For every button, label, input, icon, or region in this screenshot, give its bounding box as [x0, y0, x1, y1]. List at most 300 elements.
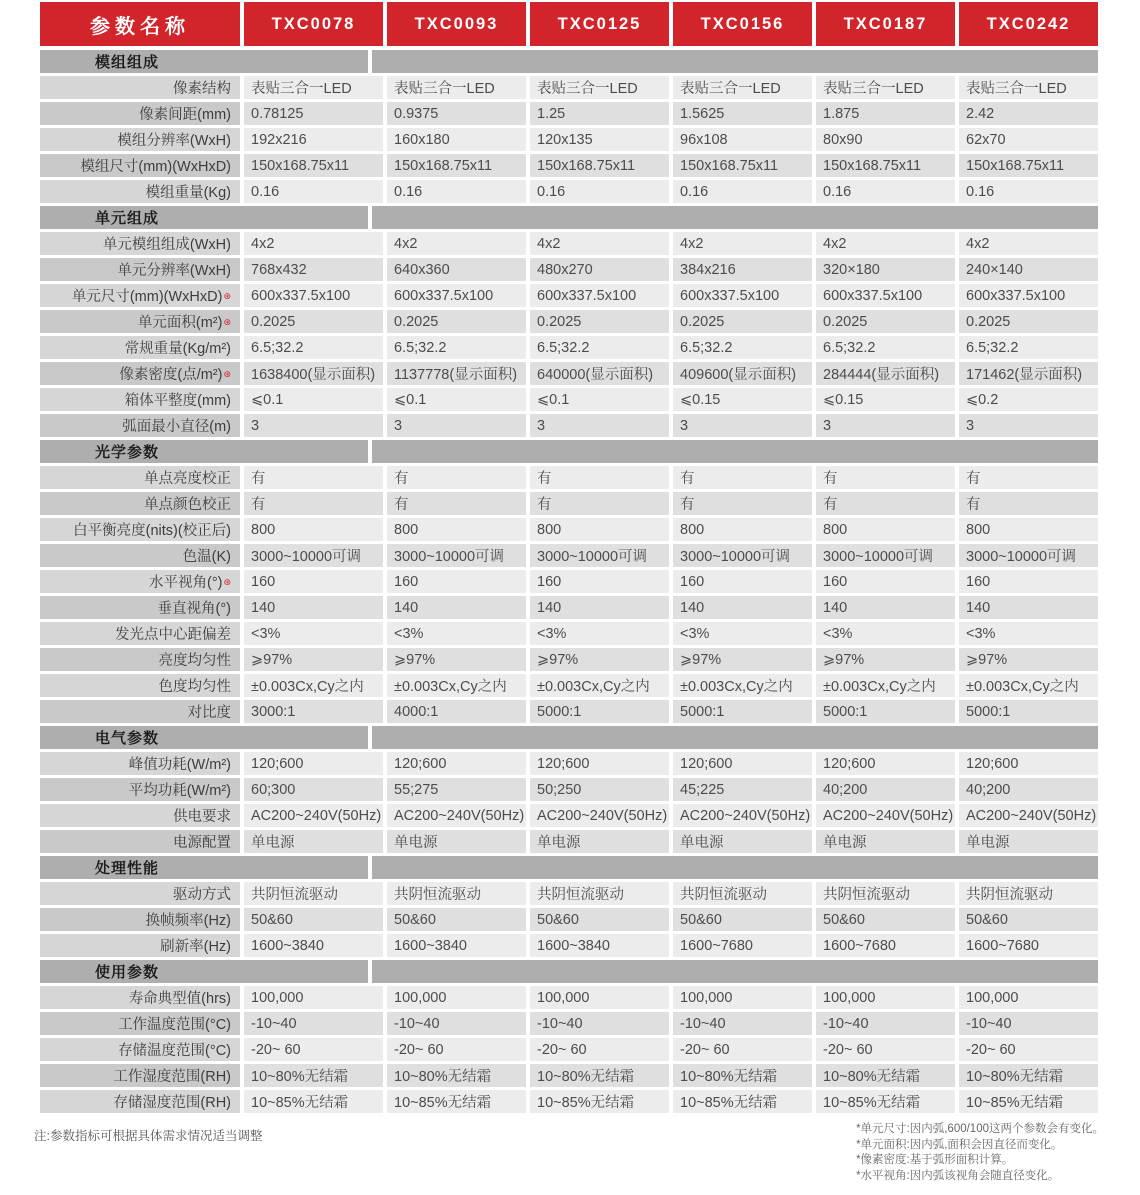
spec-row: [40, 258, 1098, 281]
spec-value-cell: 3000~10000可调: [530, 544, 669, 567]
spec-value-cell: 单电源: [244, 830, 383, 853]
spec-row: [40, 674, 1098, 697]
spec-value-cell: 120;600: [387, 752, 526, 775]
param-label-text: 弧面最小直径(m): [122, 419, 231, 435]
spec-value-cell: 0.2025: [816, 310, 955, 333]
spec-value-cell: 140: [530, 596, 669, 619]
spec-row: [40, 362, 1098, 385]
spec-value-cell: 4x2: [387, 232, 526, 255]
spec-value-cell: 800: [816, 518, 955, 541]
spec-value-cell: 50&60: [387, 908, 526, 931]
spec-value-cell: ⩾97%: [387, 648, 526, 671]
spec-value-cell: 5000:1: [959, 700, 1098, 723]
section-filler: [372, 726, 1098, 749]
spec-value-cell: -20~ 60: [530, 1038, 669, 1061]
spec-value-cell: 表贴三合一LED: [959, 76, 1098, 99]
param-label: [40, 336, 240, 359]
spec-value-cell: 284444(显示面积): [816, 362, 955, 385]
spec-value-cell: 0.78125: [244, 102, 383, 125]
spec-value-cell: 有: [530, 466, 669, 489]
model-header-txc0093: TXC0093: [387, 2, 526, 46]
spec-value-cell: 4x2: [530, 232, 669, 255]
spec-value-cell: 5000:1: [530, 700, 669, 723]
spec-value-cell: 有: [244, 492, 383, 515]
spec-value-cell: 140: [816, 596, 955, 619]
spec-value-cell: 800: [387, 518, 526, 541]
spec-value-cell: 5000:1: [673, 700, 812, 723]
spec-value-cell: 3: [244, 414, 383, 437]
spec-value-cell: ±0.003Cx,Cy之内: [816, 674, 955, 697]
model-header-txc0156: TXC0156: [673, 2, 812, 46]
spec-value-cell: 共阴恒流驱动: [816, 882, 955, 905]
spec-row: [40, 570, 1098, 593]
param-label-text: 工作湿度范围(RH): [113, 1069, 231, 1085]
spec-row: [40, 830, 1098, 853]
spec-row: [40, 336, 1098, 359]
footnote-line: *单元尺寸:因内弧,600/100这两个参数会有变化。: [856, 1123, 1104, 1135]
param-label-text: 箱体平整度(mm): [124, 393, 231, 409]
spec-value-cell: 50&60: [816, 908, 955, 931]
spec-value-cell: ±0.003Cx,Cy之内: [959, 674, 1098, 697]
spec-row: [40, 1064, 1098, 1087]
spec-value-cell: 150x168.75x11: [673, 154, 812, 177]
param-label: [40, 752, 240, 775]
model-header-txc0125: TXC0125: [530, 2, 669, 46]
spec-value-cell: 3000:1: [244, 700, 383, 723]
spec-value-cell: 1.25: [530, 102, 669, 125]
spec-value-cell: 表贴三合一LED: [387, 76, 526, 99]
spec-value-cell: <3%: [816, 622, 955, 645]
spec-row: [40, 492, 1098, 515]
spec-value-cell: 140: [673, 596, 812, 619]
spec-row: [40, 778, 1098, 801]
spec-value-cell: 120x135: [530, 128, 669, 151]
spec-row: [40, 908, 1098, 931]
spec-value-cell: ⩾97%: [530, 648, 669, 671]
spec-value-cell: 5000:1: [816, 700, 955, 723]
spec-value-cell: 6.5;32.2: [816, 336, 955, 359]
spec-value-cell: -20~ 60: [959, 1038, 1098, 1061]
spec-value-cell: 1600~7680: [673, 934, 812, 957]
section-title-cell: [40, 50, 368, 73]
param-label-text: 驱动方式: [173, 887, 231, 903]
param-label-text: 单点颜色校正: [144, 497, 231, 513]
spec-value-cell: 100,000: [244, 986, 383, 1009]
spec-value-cell: 10~85%无结霜: [673, 1090, 812, 1113]
section-row: [40, 856, 1098, 879]
param-label-text: 模组重量(Kg): [145, 185, 231, 201]
spec-value-cell: 62x70: [959, 128, 1098, 151]
spec-value-cell: 有: [387, 466, 526, 489]
spec-value-cell: 600x337.5x100: [673, 284, 812, 307]
spec-value-cell: 有: [816, 492, 955, 515]
spec-value-cell: ⩾97%: [959, 648, 1098, 671]
spec-value-cell: 3000~10000可调: [673, 544, 812, 567]
spec-value-cell: 0.2025: [530, 310, 669, 333]
spec-value-cell: -10~40: [387, 1012, 526, 1035]
spec-value-cell: 表贴三合一LED: [816, 76, 955, 99]
spec-value-cell: 640000(显示面积): [530, 362, 669, 385]
spec-value-cell: 50&60: [673, 908, 812, 931]
spec-value-cell: 60;300: [244, 778, 383, 801]
spec-value-cell: 800: [244, 518, 383, 541]
param-label: [40, 232, 240, 255]
param-label-text: 垂直视角(°): [157, 601, 231, 617]
spec-value-cell: 80x90: [816, 128, 955, 151]
footnote-left: 注:参数指标可根据具体需求情况适当调整: [34, 1129, 263, 1143]
spec-value-cell: 6.5;32.2: [959, 336, 1098, 359]
spec-value-cell: 0.2025: [244, 310, 383, 333]
spec-value-cell: 45;225: [673, 778, 812, 801]
spec-value-cell: 10~80%无结霜: [816, 1064, 955, 1087]
param-label-text: 像素结构: [173, 81, 231, 97]
spec-value-cell: 40;200: [816, 778, 955, 801]
section-filler: [372, 856, 1098, 879]
spec-value-cell: 160: [244, 570, 383, 593]
spec-row: [40, 752, 1098, 775]
param-label-text: 平均功耗(W/m²): [128, 783, 231, 799]
spec-row: [40, 1090, 1098, 1113]
spec-value-cell: 6.5;32.2: [673, 336, 812, 359]
section-title-cell: [40, 206, 368, 229]
spec-value-cell: ⩽0.1: [244, 388, 383, 411]
spec-row: [40, 414, 1098, 437]
spec-value-cell: 100,000: [959, 986, 1098, 1009]
spec-value-cell: <3%: [530, 622, 669, 645]
param-label: [40, 466, 240, 489]
spec-value-cell: 600x337.5x100: [816, 284, 955, 307]
spec-value-cell: 0.16: [244, 180, 383, 203]
spec-value-cell: 150x168.75x11: [244, 154, 383, 177]
param-label: [40, 648, 240, 671]
param-label-text: 水平视角(°): [148, 575, 223, 591]
spec-value-cell: 6.5;32.2: [530, 336, 669, 359]
spec-value-cell: 3: [816, 414, 955, 437]
spec-value-cell: 1600~7680: [959, 934, 1098, 957]
spec-value-cell: AC200~240V(50Hz): [530, 804, 669, 827]
spec-value-cell: <3%: [244, 622, 383, 645]
spec-value-cell: 0.16: [530, 180, 669, 203]
footnote-line: *水平视角:因内弧该视角会随直径变化。: [856, 1169, 1060, 1182]
section-row: [40, 50, 1098, 73]
spec-value-cell: 800: [673, 518, 812, 541]
section-title: 单元组成: [95, 210, 160, 227]
footnote-right: [856, 1122, 1104, 1184]
param-label: [40, 908, 240, 931]
spec-value-cell: 120;600: [673, 752, 812, 775]
section-filler: [372, 206, 1098, 229]
spec-value-cell: 800: [530, 518, 669, 541]
spec-value-cell: 140: [959, 596, 1098, 619]
param-label-text: 电源配置: [173, 835, 231, 851]
spec-value-cell: 140: [387, 596, 526, 619]
spec-value-cell: 150x168.75x11: [387, 154, 526, 177]
param-label-text: 模组尺寸(mm)(WxHxD): [80, 159, 231, 175]
spec-value-cell: 3: [530, 414, 669, 437]
spec-value-cell: 4x2: [673, 232, 812, 255]
param-label: [40, 492, 240, 515]
spec-value-cell: ±0.003Cx,Cy之内: [530, 674, 669, 697]
param-label: [40, 986, 240, 1009]
spec-value-cell: ⩾97%: [673, 648, 812, 671]
spec-value-cell: <3%: [673, 622, 812, 645]
param-label: [40, 596, 240, 619]
param-label: 单元尺寸(mm)(WxHxD) ⊛: [40, 284, 240, 307]
spec-value-cell: 409600(显示面积): [673, 362, 812, 385]
section-title-cell: [40, 856, 368, 879]
param-label-text: 供电要求: [173, 809, 231, 825]
spec-value-cell: 3: [673, 414, 812, 437]
section-filler: [372, 960, 1098, 983]
spec-value-cell: 50;250: [530, 778, 669, 801]
spec-row: [40, 804, 1098, 827]
param-label: [40, 700, 240, 723]
param-label: [40, 388, 240, 411]
spec-value-cell: 768x432: [244, 258, 383, 281]
spec-value-cell: AC200~240V(50Hz): [673, 804, 812, 827]
spec-value-cell: 表贴三合一LED: [244, 76, 383, 99]
spec-value-cell: <3%: [387, 622, 526, 645]
spec-value-cell: 共阴恒流驱动: [673, 882, 812, 905]
spec-value-cell: 120;600: [816, 752, 955, 775]
spec-value-cell: 有: [959, 492, 1098, 515]
spec-value-cell: 3: [959, 414, 1098, 437]
spec-value-cell: 10~85%无结霜: [244, 1090, 383, 1113]
section-title-cell: [40, 440, 368, 463]
spec-row: [40, 180, 1098, 203]
section-row: [40, 960, 1098, 983]
spec-value-cell: 800: [959, 518, 1098, 541]
spec-value-cell: 384x216: [673, 258, 812, 281]
param-label-text: 对比度: [187, 705, 231, 721]
spec-value-cell: ±0.003Cx,Cy之内: [387, 674, 526, 697]
footnote-line: *单元面积:因内弧,面积会因直径而变化。: [856, 1138, 1063, 1151]
spec-value-cell: 4000:1: [387, 700, 526, 723]
spec-value-cell: 640x360: [387, 258, 526, 281]
spec-row: [40, 596, 1098, 619]
spec-value-cell: 160: [673, 570, 812, 593]
spec-value-cell: 10~85%无结霜: [816, 1090, 955, 1113]
spec-value-cell: 150x168.75x11: [530, 154, 669, 177]
param-label-text: 常规重量(Kg/m²): [124, 341, 231, 357]
spec-value-cell: AC200~240V(50Hz): [959, 804, 1098, 827]
spec-value-cell: 0.16: [387, 180, 526, 203]
spec-value-cell: 共阴恒流驱动: [959, 882, 1098, 905]
spec-row: [40, 518, 1098, 541]
spec-value-cell: 有: [387, 492, 526, 515]
spec-value-cell: 1600~7680: [816, 934, 955, 957]
section-filler: [372, 50, 1098, 73]
param-label-text: 模组分辨率(WxH): [117, 133, 231, 149]
spec-value-cell: 3000~10000可调: [244, 544, 383, 567]
spec-value-cell: -10~40: [673, 1012, 812, 1035]
param-label: [40, 1090, 240, 1113]
spec-value-cell: 10~85%无结霜: [387, 1090, 526, 1113]
spec-value-cell: 共阴恒流驱动: [244, 882, 383, 905]
spec-row: [40, 1038, 1098, 1061]
spec-value-cell: 3000~10000可调: [816, 544, 955, 567]
spec-table: [40, 2, 1098, 1116]
param-label-text: 色温(K): [182, 549, 231, 565]
spec-row: [40, 622, 1098, 645]
spec-value-cell: 10~80%无结霜: [387, 1064, 526, 1087]
section-row: [40, 206, 1098, 229]
spec-value-cell: 600x337.5x100: [530, 284, 669, 307]
param-label: [40, 76, 240, 99]
param-label-text: 工作温度范围(°C): [118, 1017, 231, 1033]
spec-value-cell: ⩾97%: [244, 648, 383, 671]
param-label-text: 存储温度范围(°C): [118, 1043, 231, 1059]
param-label: [40, 622, 240, 645]
model-header-txc0242: TXC0242: [959, 2, 1098, 46]
spec-value-cell: 160: [387, 570, 526, 593]
spec-value-cell: ⩽0.15: [816, 388, 955, 411]
spec-value-cell: 6.5;32.2: [387, 336, 526, 359]
param-label-text: 寿命典型值(hrs): [128, 991, 231, 1007]
spec-value-cell: 4x2: [816, 232, 955, 255]
param-label-text: 白平衡亮度(nits)(校正后): [73, 523, 231, 539]
spec-value-cell: AC200~240V(50Hz): [816, 804, 955, 827]
spec-value-cell: 120;600: [959, 752, 1098, 775]
spec-value-cell: 40;200: [959, 778, 1098, 801]
section-row: [40, 726, 1098, 749]
param-label: 像素密度(点/m²) ⊛: [40, 362, 240, 385]
section-title: 使用参数: [95, 964, 160, 981]
spec-value-cell: 单电源: [959, 830, 1098, 853]
section-title: 处理性能: [95, 860, 160, 877]
spec-value-cell: 1.5625: [673, 102, 812, 125]
spec-value-cell: 0.2025: [387, 310, 526, 333]
spec-value-cell: ⩽0.15: [673, 388, 812, 411]
spec-value-cell: 100,000: [816, 986, 955, 1009]
param-label-text: 单元模组组成(WxH): [102, 237, 231, 253]
spec-value-cell: 3: [387, 414, 526, 437]
param-label: [40, 258, 240, 281]
spec-value-cell: 55;275: [387, 778, 526, 801]
spec-value-cell: 50&60: [959, 908, 1098, 931]
spec-value-cell: 171462(显示面积): [959, 362, 1098, 385]
spec-value-cell: 0.16: [959, 180, 1098, 203]
spec-value-cell: 共阴恒流驱动: [387, 882, 526, 905]
param-label-text: 色度均匀性: [158, 679, 231, 695]
spec-value-cell: 单电源: [530, 830, 669, 853]
spec-value-cell: 120;600: [530, 752, 669, 775]
spec-value-cell: 160: [816, 570, 955, 593]
section-title: 光学参数: [95, 444, 160, 461]
param-label: [40, 778, 240, 801]
spec-row: [40, 284, 1098, 307]
spec-row: [40, 128, 1098, 151]
spec-row: [40, 388, 1098, 411]
spec-value-cell: ⩽0.2: [959, 388, 1098, 411]
param-label-text: 单点亮度校正: [144, 471, 231, 487]
spec-value-cell: 320×180: [816, 258, 955, 281]
param-label: [40, 934, 240, 957]
spec-value-cell: 10~85%无结霜: [530, 1090, 669, 1113]
param-label: [40, 1012, 240, 1035]
param-label: [40, 414, 240, 437]
param-label: [40, 180, 240, 203]
spec-value-cell: 单电源: [816, 830, 955, 853]
param-label: [40, 544, 240, 567]
spec-value-cell: 0.2025: [673, 310, 812, 333]
spec-value-cell: -20~ 60: [816, 1038, 955, 1061]
spec-value-cell: 1600~3840: [244, 934, 383, 957]
spec-value-cell: 2.42: [959, 102, 1098, 125]
spec-row: [40, 986, 1098, 1009]
spec-value-cell: ⩾97%: [816, 648, 955, 671]
section-title-cell: [40, 960, 368, 983]
spec-value-cell: 160x180: [387, 128, 526, 151]
spec-value-cell: 120;600: [244, 752, 383, 775]
spec-value-cell: -10~40: [816, 1012, 955, 1035]
spec-value-cell: 160: [959, 570, 1098, 593]
spec-value-cell: 140: [244, 596, 383, 619]
spec-value-cell: 96x108: [673, 128, 812, 151]
spec-value-cell: 1600~3840: [387, 934, 526, 957]
spec-value-cell: 有: [959, 466, 1098, 489]
param-label: 单元面积(m²) ⊛: [40, 310, 240, 333]
spec-value-cell: 10~80%无结霜: [959, 1064, 1098, 1087]
spec-value-cell: 50&60: [244, 908, 383, 931]
spec-value-cell: 单电源: [673, 830, 812, 853]
spec-value-cell: AC200~240V(50Hz): [244, 804, 383, 827]
spec-value-cell: 150x168.75x11: [816, 154, 955, 177]
spec-value-cell: -10~40: [959, 1012, 1098, 1035]
spec-value-cell: 0.16: [816, 180, 955, 203]
spec-row: [40, 154, 1098, 177]
spec-row: [40, 102, 1098, 125]
param-label-text: 刷新率(Hz): [160, 939, 231, 955]
param-label: [40, 1038, 240, 1061]
spec-value-cell: ±0.003Cx,Cy之内: [244, 674, 383, 697]
param-label-text: 发光点中心距偏差: [115, 627, 231, 643]
spec-value-cell: ⩽0.1: [387, 388, 526, 411]
section-title-cell: [40, 726, 368, 749]
section-filler: [372, 440, 1098, 463]
spec-value-cell: 480x270: [530, 258, 669, 281]
spec-value-cell: 0.16: [673, 180, 812, 203]
spec-value-cell: AC200~240V(50Hz): [387, 804, 526, 827]
spec-value-cell: ±0.003Cx,Cy之内: [673, 674, 812, 697]
spec-value-cell: 10~85%无结霜: [959, 1090, 1098, 1113]
spec-value-cell: 150x168.75x11: [959, 154, 1098, 177]
spec-row: [40, 648, 1098, 671]
table-body: [40, 50, 1098, 1113]
spec-row: [40, 310, 1098, 333]
spec-value-cell: 表贴三合一LED: [673, 76, 812, 99]
param-label-text: 像素间距(mm): [139, 107, 231, 123]
spec-value-cell: 3000~10000可调: [959, 544, 1098, 567]
spec-row: [40, 1012, 1098, 1035]
spec-row: [40, 76, 1098, 99]
spec-value-cell: 单电源: [387, 830, 526, 853]
spec-value-cell: 4x2: [244, 232, 383, 255]
param-label-text: 单元分辨率(WxH): [117, 263, 231, 279]
param-label: [40, 1064, 240, 1087]
spec-value-cell: 10~80%无结霜: [673, 1064, 812, 1087]
spec-value-cell: 6.5;32.2: [244, 336, 383, 359]
spec-value-cell: 1600~3840: [530, 934, 669, 957]
spec-value-cell: 600x337.5x100: [244, 284, 383, 307]
spec-value-cell: 0.9375: [387, 102, 526, 125]
spec-value-cell: 100,000: [530, 986, 669, 1009]
spec-value-cell: 10~80%无结霜: [530, 1064, 669, 1087]
spec-value-cell: 1.875: [816, 102, 955, 125]
spec-value-cell: 240×140: [959, 258, 1098, 281]
spec-value-cell: 100,000: [673, 986, 812, 1009]
param-label: [40, 674, 240, 697]
